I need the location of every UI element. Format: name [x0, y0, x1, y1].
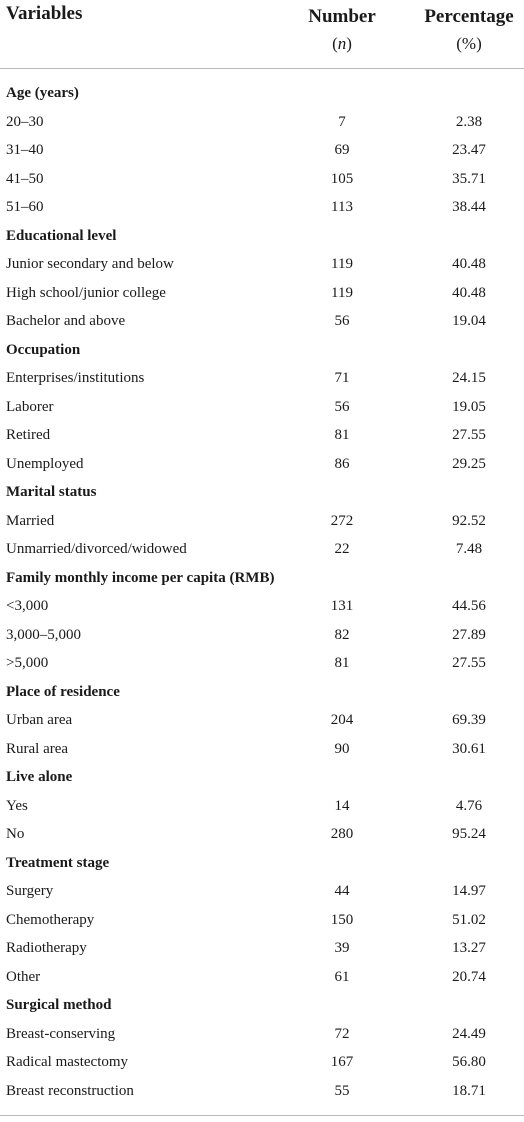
table-row	[0, 792, 524, 821]
number-cell: 56	[334, 313, 350, 329]
table-row	[0, 934, 524, 963]
header-number-symbol: n	[337, 34, 347, 53]
group-header-row	[0, 678, 524, 707]
table-row	[0, 136, 524, 165]
percentage-cell: 44.56	[452, 598, 486, 614]
table-row	[0, 165, 524, 194]
percentage-cell: 69.39	[452, 712, 486, 728]
number-cell: 131	[330, 598, 354, 614]
table-row	[0, 108, 524, 137]
number-cell: 44	[334, 883, 350, 899]
table-row	[0, 507, 524, 536]
row-label: Bachelor and above	[6, 313, 126, 329]
table-row	[0, 820, 524, 849]
table-row	[0, 393, 524, 422]
group-header-row	[0, 336, 524, 365]
number-cell: 150	[330, 911, 354, 928]
group-label: Marital status	[6, 484, 97, 500]
row-label: Junior secondary and below	[6, 256, 174, 272]
number-cell: 55	[334, 1082, 350, 1099]
number-cell: 119	[331, 256, 353, 272]
table-row	[0, 279, 524, 308]
percentage-cell: 95.24	[452, 826, 486, 842]
number-cell: 39	[334, 940, 350, 956]
header-percentage-sub: (%)	[456, 34, 482, 53]
number-cell: 81	[334, 655, 350, 671]
row-label: High school/junior college	[6, 284, 166, 301]
table-row	[0, 906, 524, 935]
row-label: Married	[6, 512, 55, 529]
percentage-cell: 40.48	[452, 284, 486, 301]
number-cell: 204	[330, 712, 354, 728]
number-cell: 90	[334, 740, 350, 757]
number-cell: 82	[334, 626, 350, 643]
percentage-cell: 24.15	[452, 370, 486, 386]
row-label: Unmarried/divorced/widowed	[6, 541, 187, 557]
table-row	[0, 877, 524, 906]
number-cell: 7	[338, 113, 346, 130]
table-row	[0, 421, 524, 450]
group-label: Surgical method	[6, 997, 112, 1013]
row-label: >5,000	[6, 655, 49, 671]
group-label: Live alone	[6, 769, 73, 785]
percentage-cell: 27.55	[452, 427, 486, 443]
row-label: Urban area	[6, 712, 73, 728]
row-label: Enterprises/institutions	[6, 370, 145, 386]
row-label: Chemotherapy	[6, 911, 95, 928]
percentage-cell: 35.71	[452, 170, 486, 187]
number-cell: 119	[331, 284, 353, 301]
number-cell: 71	[334, 370, 350, 386]
number-cell: 167	[330, 1054, 354, 1070]
percentage-cell: 23.47	[452, 142, 486, 158]
row-label: Radiotherapy	[6, 940, 87, 956]
group-label: Age (years)	[6, 85, 79, 101]
percentage-cell: 38.44	[452, 199, 486, 215]
group-header-row	[0, 763, 524, 792]
table-row	[0, 592, 524, 621]
row-label: Breast-conserving	[6, 1025, 116, 1042]
percentage-cell: 30.61	[452, 740, 486, 757]
number-cell: 72	[334, 1025, 350, 1042]
group-header-row	[0, 79, 524, 108]
number-cell: 272	[330, 512, 354, 529]
number-cell: 22	[334, 541, 350, 557]
group-header-row	[0, 478, 524, 507]
group-label: Place of residence	[6, 683, 120, 700]
table-row	[0, 735, 524, 764]
percentage-cell: 7.48	[455, 541, 483, 557]
header-number-sub: (n)	[332, 34, 352, 53]
group-header-row	[0, 849, 524, 878]
table-row	[0, 963, 524, 992]
table-row	[0, 193, 524, 222]
table-row	[0, 1020, 524, 1049]
row-label: 41–50	[6, 170, 44, 187]
table-row	[0, 535, 524, 564]
header-number	[292, 3, 392, 57]
table-row	[0, 250, 524, 279]
row-label: 3,000–5,000	[6, 626, 81, 643]
percentage-cell: 40.48	[452, 256, 486, 272]
table-row	[0, 307, 524, 336]
group-header-row	[0, 564, 524, 593]
table-header	[0, 0, 524, 69]
group-header-row	[0, 991, 524, 1020]
row-label: Rural area	[6, 740, 69, 757]
group-label: Educational level	[6, 227, 117, 244]
table-row	[0, 364, 524, 393]
row-label: Radical mastectomy	[6, 1054, 129, 1070]
group-header-row	[0, 222, 524, 251]
table-body	[0, 79, 524, 1105]
row-label: Retired	[6, 427, 51, 443]
row-label: Surgery	[6, 883, 54, 899]
percentage-cell: 19.04	[452, 313, 486, 329]
header-percentage	[419, 3, 519, 57]
percentage-cell: 56.80	[452, 1054, 486, 1070]
percentage-cell: 27.89	[452, 626, 486, 643]
percentage-cell: 29.25	[452, 455, 486, 472]
percentage-cell: 24.49	[452, 1025, 486, 1042]
group-label: Family monthly income per capita (RMB)	[6, 569, 275, 586]
number-cell: 280	[330, 826, 354, 842]
row-label: 31–40	[6, 142, 44, 158]
number-cell: 86	[334, 455, 350, 472]
row-label: Unemployed	[6, 455, 84, 472]
percentage-cell: 51.02	[452, 911, 486, 928]
bottom-rule	[0, 1115, 524, 1116]
table-row	[0, 649, 524, 678]
row-label: No	[6, 826, 25, 842]
number-cell: 113	[331, 199, 353, 215]
percentage-cell: 18.71	[452, 1082, 486, 1099]
percentage-cell: 92.52	[452, 512, 486, 529]
number-cell: 61	[334, 968, 350, 985]
row-label: Other	[6, 968, 41, 985]
header-number-label: Number	[308, 6, 376, 27]
number-cell: 56	[334, 398, 350, 415]
number-cell: 14	[334, 797, 350, 814]
header-percentage-label: Percentage	[424, 6, 514, 27]
group-label: Occupation	[6, 341, 81, 358]
number-cell: 81	[334, 427, 350, 443]
table-row	[0, 1077, 524, 1106]
row-label: Laborer	[6, 398, 54, 415]
row-label: 20–30	[6, 113, 44, 130]
table-row	[0, 706, 524, 735]
percentage-cell: 4.76	[455, 797, 483, 814]
row-label: 51–60	[6, 199, 44, 215]
table-row	[0, 1048, 524, 1077]
header-variables: Variables	[6, 3, 83, 24]
percentage-cell: 20.74	[452, 968, 486, 985]
row-label: <3,000	[6, 598, 49, 614]
table-row	[0, 621, 524, 650]
number-cell: 105	[330, 170, 354, 187]
group-label: Treatment stage	[6, 854, 110, 871]
row-label: Yes	[6, 797, 28, 814]
table-row	[0, 450, 524, 479]
percentage-cell: 19.05	[452, 398, 486, 415]
percentage-cell: 13.27	[452, 940, 486, 956]
number-cell: 69	[334, 142, 350, 158]
percentage-cell: 2.38	[455, 113, 483, 130]
percentage-cell: 27.55	[452, 655, 486, 671]
percentage-cell: 14.97	[452, 883, 486, 899]
row-label: Breast reconstruction	[6, 1082, 134, 1099]
